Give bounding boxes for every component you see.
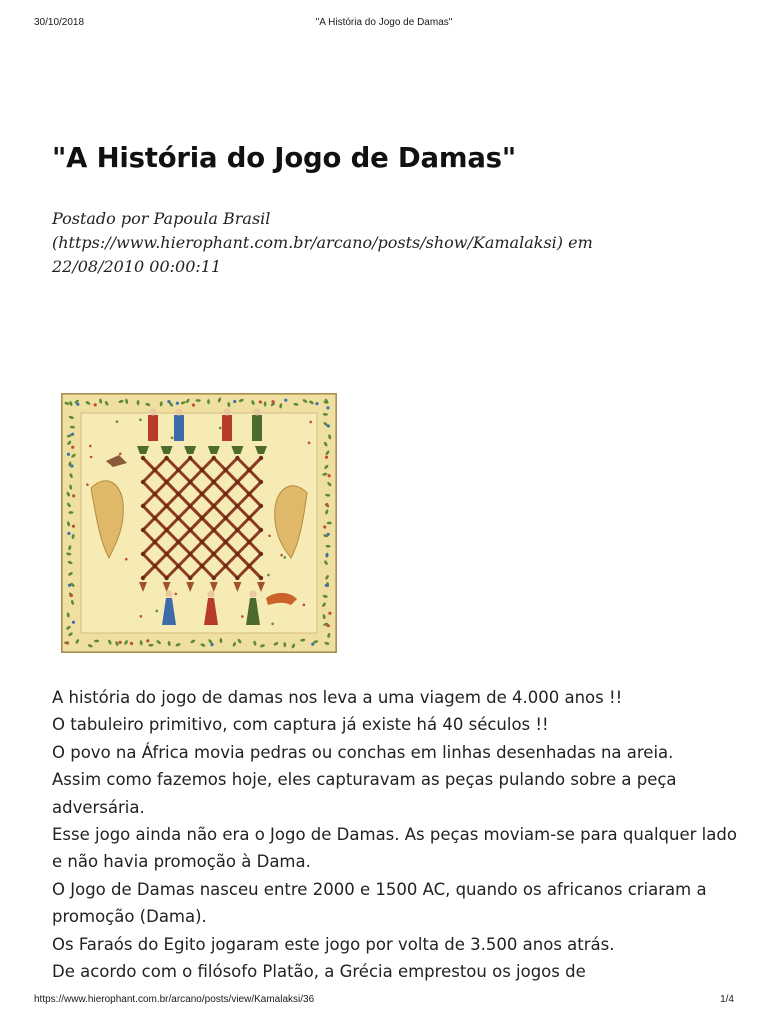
print-page-number: 1/4 [720, 994, 734, 1005]
lattice-knot [235, 456, 239, 460]
plant-ornament [308, 442, 311, 445]
plant-ornament [280, 554, 283, 557]
flower-ornament [233, 400, 236, 403]
lattice-knot [141, 552, 145, 556]
lattice-knot [141, 528, 145, 532]
print-header-title: "A História do Jogo de Damas" [315, 17, 453, 28]
lattice-knot [235, 552, 239, 556]
flower-ornament [71, 446, 74, 449]
lattice-knot [247, 468, 251, 472]
flower-ornament [327, 424, 330, 427]
flower-ornament [118, 641, 121, 644]
plant-ornament [219, 427, 222, 430]
byline-link[interactable]: (https://www.hierophant.com.br/arcano/posts/show/Kamalaksi) em [52, 233, 593, 252]
figure-head [250, 591, 257, 598]
standing-figure [252, 415, 262, 441]
flower-ornament [326, 406, 329, 409]
lattice-knot [176, 468, 180, 472]
lattice-knot [153, 492, 157, 496]
plant-ornament [174, 593, 177, 596]
print-date: 30/10/2018 [34, 17, 85, 28]
plant-ornament [267, 574, 270, 577]
flower-ornament [271, 400, 274, 403]
plant-ornament [268, 534, 271, 537]
flower-ornament [325, 584, 328, 587]
lattice-knot [153, 564, 157, 568]
lattice-knot [200, 516, 204, 520]
plant-ornament [139, 418, 142, 421]
standing-figure [174, 415, 184, 441]
paragraph: De acordo com o filósofo Platão, a Grécia emprestou os jogos de [52, 962, 586, 982]
flower-ornament [70, 464, 73, 467]
flower-ornament [72, 621, 75, 624]
lattice-knot [223, 516, 227, 520]
leaf-ornament [283, 642, 286, 647]
flower-ornament [328, 612, 331, 615]
flower-ornament [68, 584, 71, 587]
paragraph: O povo na África movia pedras ou conchas em linhas desenhadas na areia. [52, 742, 674, 762]
byline-date: 22/08/2010 00:00:11 [52, 257, 222, 276]
lattice-knot [235, 504, 239, 508]
lattice-knot [153, 468, 157, 472]
plant-ornament [140, 615, 143, 618]
lattice-knot [212, 504, 216, 508]
plant-ornament [171, 437, 174, 440]
plant-ornament [309, 421, 312, 424]
flower-ornament [66, 641, 69, 644]
flower-ornament [72, 494, 75, 497]
lattice-knot [164, 504, 168, 508]
plant-ornament [86, 483, 89, 486]
article-title: "A História do Jogo de Damas" [52, 142, 516, 174]
lattice-knot [141, 456, 145, 460]
flower-ornament [325, 553, 328, 556]
lattice-knot [153, 540, 157, 544]
paragraph: A história do jogo de damas nos leva a uma viagem de 4.000 anos !! [52, 688, 623, 707]
flower-ornament [325, 503, 328, 506]
lattice-knot [164, 456, 168, 460]
lattice-knot [259, 576, 263, 580]
lattice-knot [188, 456, 192, 460]
lattice-knot [259, 528, 263, 532]
flower-ornament [327, 624, 330, 627]
flower-ornament [130, 642, 133, 645]
paragraph: Esse jogo ainda não era o Jogo de Damas. As peças moviam-se para qualquer lado e não havia promoção à Dama. [52, 825, 737, 872]
lattice-knot [235, 480, 239, 484]
lattice-knot [188, 552, 192, 556]
lattice-knot [200, 540, 204, 544]
lattice-knot [235, 528, 239, 532]
standing-figure [148, 415, 158, 441]
flower-ornament [210, 643, 213, 646]
lattice-knot [188, 528, 192, 532]
flower-ornament [167, 400, 170, 403]
plant-ornament [116, 420, 119, 423]
figure-head [208, 591, 215, 598]
lattice-knot [164, 480, 168, 484]
lattice-knot [212, 552, 216, 556]
flower-ornament [315, 402, 318, 405]
figure-head [224, 409, 231, 416]
lattice-knot [176, 492, 180, 496]
lattice-knot [212, 456, 216, 460]
lattice-knot [141, 576, 145, 580]
lattice-knot [259, 480, 263, 484]
lattice-knot [141, 504, 145, 508]
lattice-knot [188, 480, 192, 484]
plant-ornament [155, 610, 158, 613]
flower-ornament [146, 639, 149, 642]
lattice-knot [259, 552, 263, 556]
paragraph: Assim como fazemos hoje, eles capturavam as peças pulando sobre a peça adversária. [52, 770, 677, 817]
lattice-knot [164, 528, 168, 532]
flower-ornament [284, 399, 287, 402]
plant-ornament [303, 604, 306, 607]
lattice-knot [164, 576, 168, 580]
flower-ornament [76, 403, 79, 406]
leaf-ornament [68, 511, 73, 514]
flower-ornament [323, 525, 326, 528]
flower-ornament [94, 403, 97, 406]
flower-ornament [176, 402, 179, 405]
board-artwork [61, 393, 337, 653]
paragraph: O tabuleiro primitivo, com captura já existe há 40 séculos !! [52, 715, 549, 735]
plant-ornament [119, 453, 122, 456]
lattice-knot [212, 528, 216, 532]
plant-ornament [125, 558, 128, 561]
lattice-knot [200, 468, 204, 472]
lattice-knot [223, 468, 227, 472]
leaf-ornament [327, 522, 332, 525]
lattice-knot [259, 504, 263, 508]
flower-ornament [72, 525, 75, 528]
lattice-knot [176, 564, 180, 568]
paragraph: O Jogo de Damas nasceu entre 2000 e 1500 AC, quando os africanos criaram a promoção (Dama). [52, 879, 707, 927]
lattice-knot [247, 540, 251, 544]
lattice-knot [200, 564, 204, 568]
article-body [52, 684, 742, 985]
plant-ornament [90, 456, 93, 459]
figure-head [176, 409, 183, 416]
lattice-knot [247, 492, 251, 496]
standing-figure [222, 415, 232, 441]
plant-ornament [283, 556, 286, 559]
flower-ornament [328, 474, 331, 477]
flower-ornament [67, 532, 70, 535]
lattice-knot [141, 480, 145, 484]
flower-ornament [71, 433, 74, 436]
figure-head [150, 409, 157, 416]
lattice-knot [223, 564, 227, 568]
checkers-board-illustration [61, 393, 337, 653]
plant-ornament [271, 622, 274, 625]
lattice-knot [200, 492, 204, 496]
lattice-knot [223, 492, 227, 496]
flower-ornament [67, 453, 70, 456]
flower-ornament [327, 533, 330, 536]
lattice-knot [247, 564, 251, 568]
paragraph: Os Faraós do Egito jogaram este jogo por volta de 3.500 anos atrás. [52, 934, 615, 954]
lattice-knot [259, 456, 263, 460]
lattice-knot [176, 516, 180, 520]
figure-head [254, 409, 261, 416]
flower-ornament [311, 643, 314, 646]
article-byline [52, 207, 732, 279]
lattice-knot [176, 540, 180, 544]
byline-author: Postado por Papoula Brasil [52, 209, 271, 228]
figure-head [166, 591, 173, 598]
lattice-knot [212, 480, 216, 484]
lattice-knot [212, 576, 216, 580]
lattice-knot [188, 504, 192, 508]
lattice-knot [153, 516, 157, 520]
flower-ornament [69, 594, 72, 597]
lattice-knot [164, 552, 168, 556]
lattice-knot [247, 516, 251, 520]
lattice-knot [223, 540, 227, 544]
lattice-knot [235, 576, 239, 580]
lattice-knot [188, 576, 192, 580]
flower-ornament [259, 400, 262, 403]
plant-ornament [89, 445, 92, 448]
flower-ornament [192, 403, 195, 406]
flower-ornament [325, 456, 328, 459]
print-footer-url: https://www.hierophant.com.br/arcano/posts/view/Kamalaksi/36 [34, 994, 315, 1005]
plant-ornament [241, 615, 244, 618]
